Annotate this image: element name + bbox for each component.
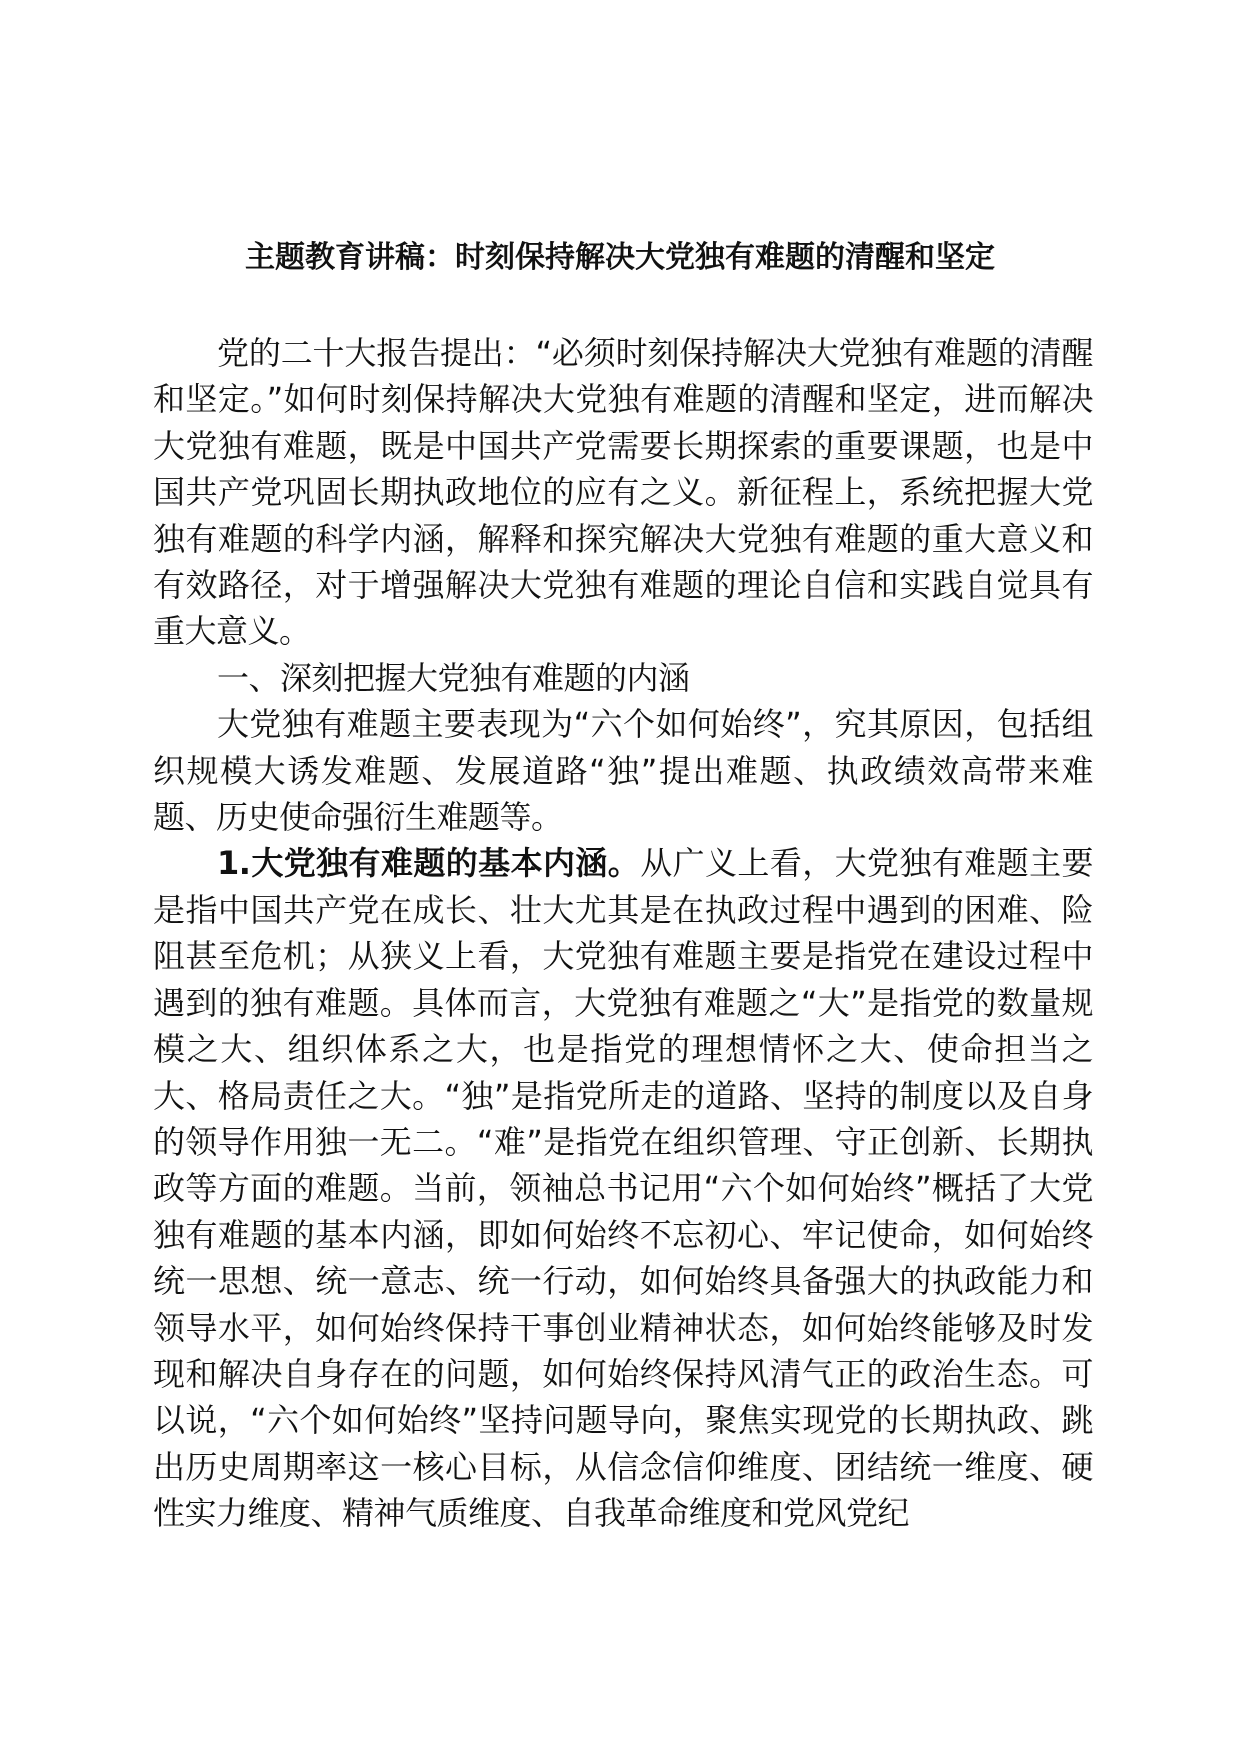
paragraph-text: 一、深刻把握大党独有难题的内涵 xyxy=(217,658,690,697)
paragraph-text: 大党独有难题主要表现为“六个如何始终”，究其原因，包括组织规模大诱发难题、发展道路“独”提出难题、执政绩效高带来难题、历史使命强衍生难题等。 xyxy=(153,705,1093,837)
paragraph-text: 党的二十大报告提出：“必须时刻保持解决大党独有难题的清醒和坚定。”如何时刻保持解决大党独有难题的清醒和坚定，进而解决大党独有难题，既是中国共产党需要长期探索的重要课题，也是中国共产党巩固长期执政地位的应有之义。新征程上，系统把握大党独有难题的科学内涵，解释和探究解决大党独有难题的重大意义和有效路径，对于增强解决大党独有难题的理论自信和实践自觉具有重大意义。 xyxy=(153,334,1093,651)
section-heading xyxy=(153,655,1093,701)
document-body xyxy=(153,330,1093,1537)
paragraph-overview xyxy=(153,701,1093,840)
paragraph-text: 从广义上看，大党独有难题主要是指中国共产党在成长、壮大尤其是在执政过程中遇到的困难、险阻甚至危机；从狭义上看，大党独有难题主要是指党在建设过程中遇到的独有难题。具体而言，大党独有难题之“大”是指党的数量规模之大、组织体系之大，也是指党的理想情怀之大、使命担当之大、格局责任之大。“独”是指党所走的道路、坚持的制度以及自身的领导作用独一无二。“难”是指党在组织管理、守正创新、长期执政等方面的难题。当前，领袖总书记用“六个如何始终”概括了大党独有难题的基本内涵，即如何始终不忘初心、牢记使命，如何始终统一思想、统一意志、统一行动，如何始终具备强大的执政能力和领导水平，如何始终保持干事创业精神状态，如何始终能够及时发现和解决自身存在的问题，如何始终保持风清气正的政治生态。可以说，“六个如何始终”坚持问题导向，聚焦实现党的长期执政、跳出历史周期率这一核心目标，从信念信仰维度、团结统一维度、硬性实力维度、精神气质维度、自我革命维度和党风党纪 xyxy=(153,844,1093,1533)
paragraph-basic-meaning xyxy=(153,840,1093,1536)
paragraph-lead: 1.大党独有难题的基本内涵。 xyxy=(217,844,641,883)
paragraph-intro xyxy=(153,330,1093,655)
document-title: 主题教育讲稿：时刻保持解决大党独有难题的清醒和坚定 xyxy=(245,240,995,275)
